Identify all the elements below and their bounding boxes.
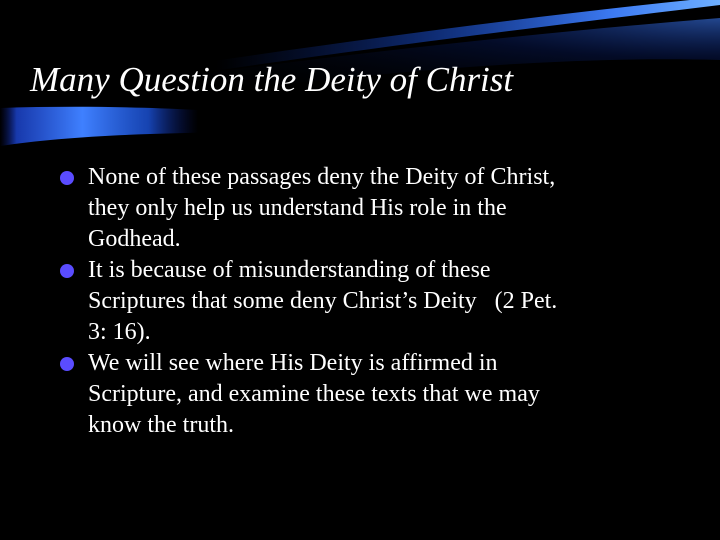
bullet-item [58,255,658,348]
bullet-line: Godhead. [88,226,181,252]
bullet-dot-icon [60,171,74,185]
bullet-line: they only help us understand His role in the [88,195,507,221]
bullet-dot-icon [60,357,74,371]
bullet-item [58,348,658,441]
slide-title: Many Question the Deity of Christ [30,60,514,99]
bullet-line: know the truth. [88,412,234,438]
bullet-line: Scripture, and examine these texts that we may [88,381,540,407]
bullet-line: Scriptures that some deny Christ’s Deity (2 Pet. [88,288,558,314]
bullet-line: None of these passages deny the Deity of Christ, [88,164,556,190]
bullet-line: 3: 16). [88,319,151,345]
bullet-line: It is because of misunderstanding of these [88,257,491,283]
bullet-list [58,162,658,441]
bullet-line: We will see where His Deity is affirmed in [88,350,498,376]
bullet-dot-icon [60,264,74,278]
bullet-item [58,162,658,255]
